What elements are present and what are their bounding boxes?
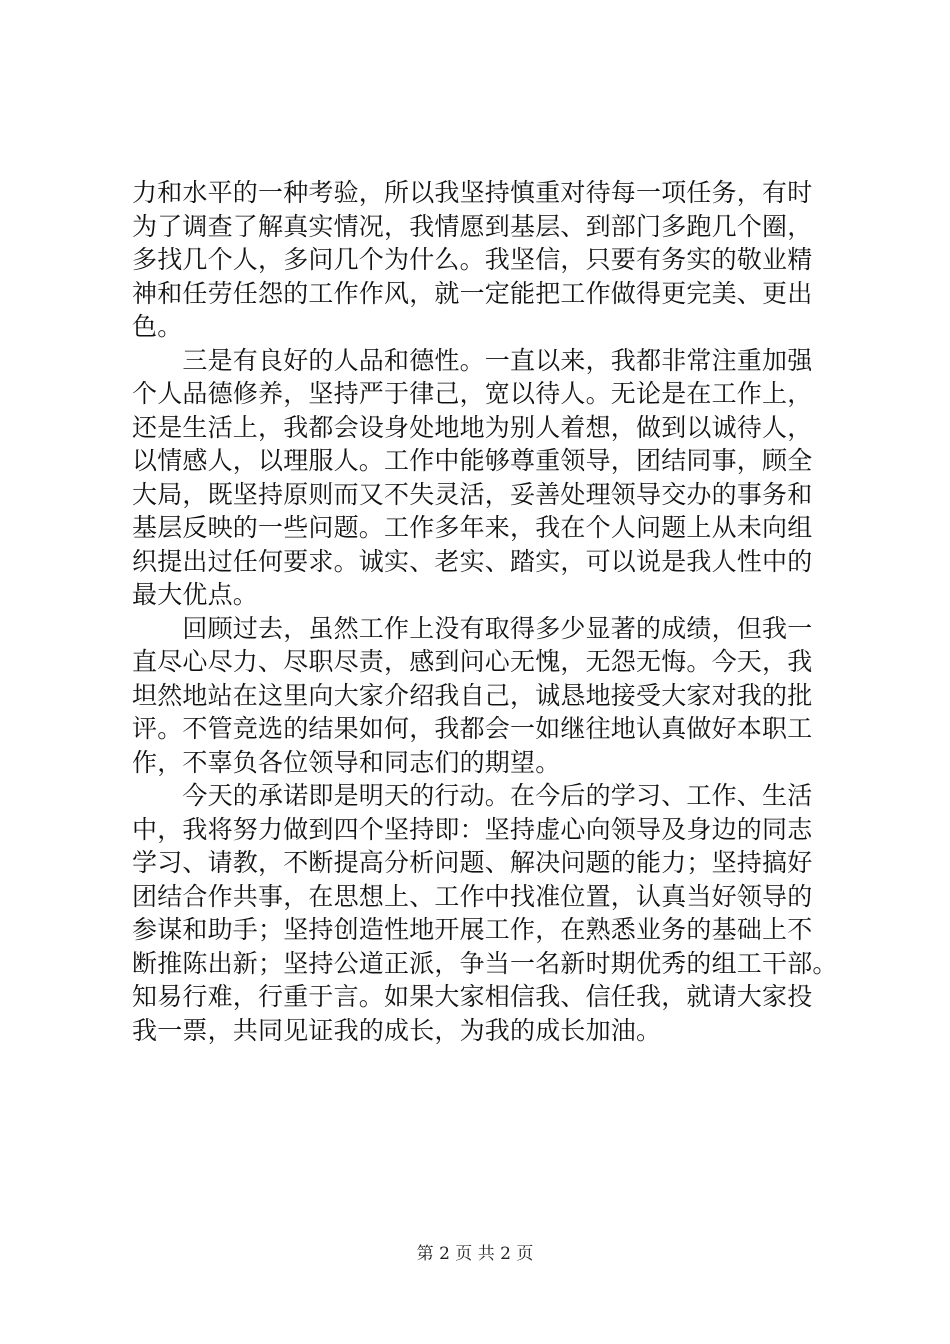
document-body	[132, 176, 838, 1047]
text-line: 知易行难，行重于言。如果大家相信我、信任我，就请大家投	[132, 982, 813, 1011]
text-line: 回顾过去，虽然工作上没有取得多少显著的成绩，但我一	[132, 613, 813, 643]
text-line: 三是有良好的人品和德性。一直以来，我都非常注重加强	[132, 345, 813, 375]
text-line: 断推陈出新；坚持公道正派，争当一名新时期优秀的组工干部。	[132, 948, 838, 978]
text-line: 直尽心尽力、尽职尽责，感到问心无愧，无怨无悔。今天，我	[132, 647, 813, 676]
text-line: 我一票，共同见证我的成长，为我的成长加油。	[132, 1015, 662, 1045]
text-line: 还是生活上，我都会设身处地地为别人着想，做到以诚待人，	[132, 412, 813, 442]
page-footer: 第 2 页 共 2 页	[416, 1244, 534, 1264]
text-line: 神和任劳任怨的工作作风，就一定能把工作做得更完美、更出	[132, 278, 813, 308]
text-line: 力和水平的一种考验，所以我坚持慎重对待每一项任务，有时	[132, 178, 813, 207]
text-line: 多找几个人，多问几个为什么。我坚信，只要有务实的敬业精	[132, 245, 813, 274]
text-line: 作，不辜负各位领导和同志们的期望。	[132, 747, 561, 777]
text-line: 参谋和助手；坚持创造性地开展工作，在熟悉业务的基础上不	[132, 915, 813, 944]
text-line: 今天的承诺即是明天的行动。在今后的学习、工作、生活	[132, 781, 813, 810]
text-line: 大局，既坚持原则而又不失灵活，妥善处理领导交办的事务和	[132, 479, 813, 509]
text-line: 织提出过任何要求。诚实、老实、踏实，可以说是我人性中的	[132, 546, 813, 576]
text-line: 学习、请教，不断提高分析问题、解决问题的能力；坚持搞好	[132, 848, 813, 877]
text-line: 评。不管竞选的结果如何，我都会一如继往地认真做好本职工	[132, 714, 813, 743]
text-line: 最大优点。	[132, 580, 259, 609]
text-line: 基层反映的一些问题。工作多年来，我在个人问题上从未向组	[132, 513, 813, 542]
text-line: 团结合作共事，在思想上、工作中找准位置，认真当好领导的	[132, 881, 813, 911]
text-line: 坦然地站在这里向大家介绍我自己，诚恳地接受大家对我的批	[132, 680, 813, 710]
text-line: 个人品德修养，坚持严于律己，宽以待人。无论是在工作上，	[132, 379, 813, 408]
text-line: 以情感人，以理服人。工作中能够尊重领导，团结同事，顾全	[132, 446, 813, 475]
text-line: 中，我将努力做到四个坚持即：坚持虚心向领导及身边的同志	[132, 814, 813, 844]
text-line: 色。	[132, 312, 183, 341]
text-line: 为了调查了解真实情况，我情愿到基层、到部门多跑几个圈，	[132, 211, 813, 241]
